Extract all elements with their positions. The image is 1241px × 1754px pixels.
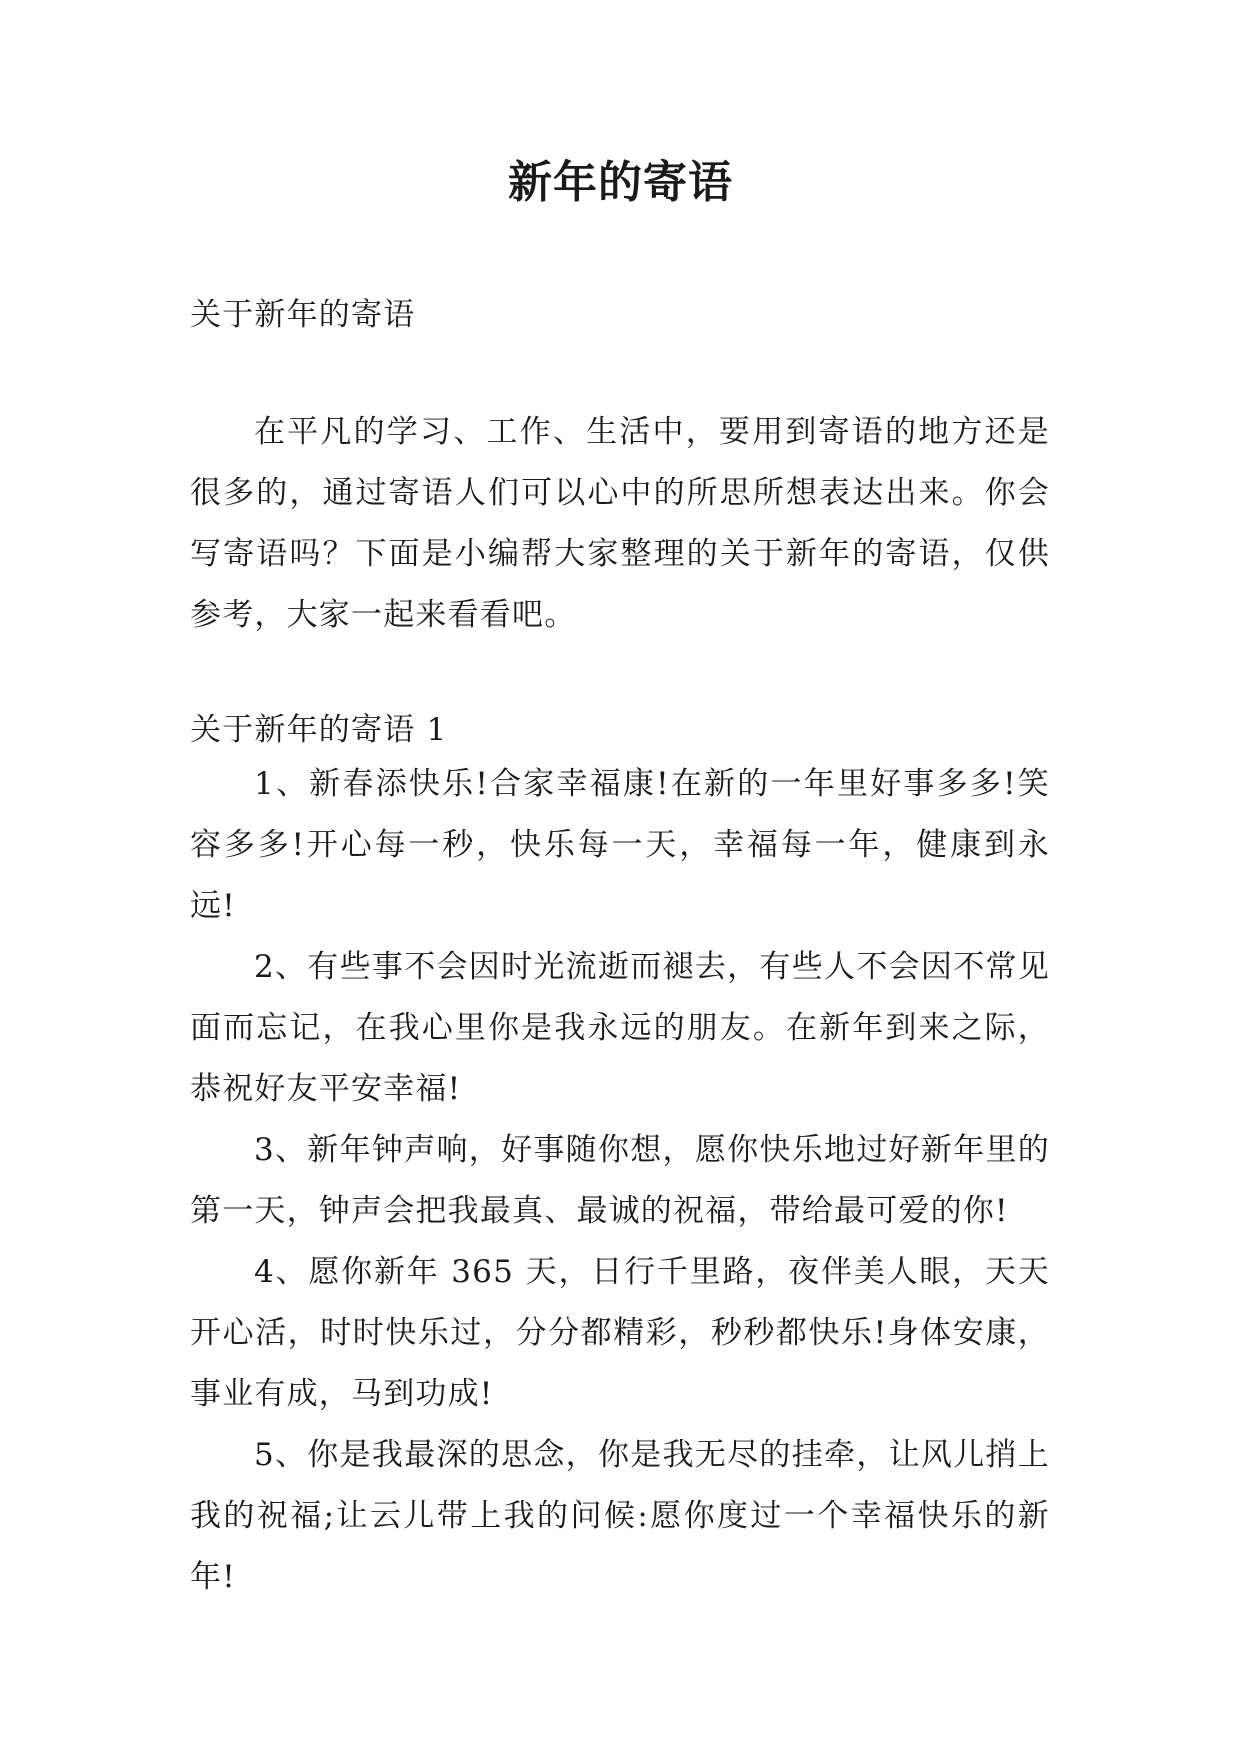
greeting-item-4: 4、愿你新年 365 天，日行千里路，夜伴美人眼，天天开心活，时时快乐过，分分都精彩，秒秒都快乐!身体安康，事业有成，马到功成! [190,1254,1050,1412]
greeting-item-2: 2、有些事不会因时光流逝而褪去，有些人不会因不常见面而忘记，在我心里你是我永远的朋友。在新年到来之际，恭祝好友平安幸福! [190,949,1050,1107]
document-subtitle: 关于新年的寄语 [190,297,416,333]
greeting-item-3: 3、新年钟声响，好事随你想，愿你快乐地过好新年里的第一天，钟声会把我最真、最诚的祝福，带给最可爱的你! [190,1132,1050,1229]
section-heading: 关于新年的寄语 1 [190,712,448,748]
greeting-item-5: 5、你是我最深的思念，你是我无尽的挂牵，让风儿捎上我的祝福;让云儿带上我的问候:愿你度过一个幸福快乐的新年! [190,1437,1050,1595]
document-title: 新年的寄语 [508,157,733,208]
intro-paragraph: 在平凡的学习、工作、生活中，要用到寄语的地方还是很多的，通过寄语人们可以心中的所思所想表达出来。你会写寄语吗？下面是小编帮大家整理的关于新年的寄语，仅供参考，大家一起来看看吧。 [190,414,1050,633]
greeting-item-1: 1、新春添快乐!合家幸福康!在新的一年里好事多多!笑容多多!开心每一秒，快乐每一天，幸福每一年，健康到永远! [190,766,1050,924]
greeting-list [190,754,1050,1608]
